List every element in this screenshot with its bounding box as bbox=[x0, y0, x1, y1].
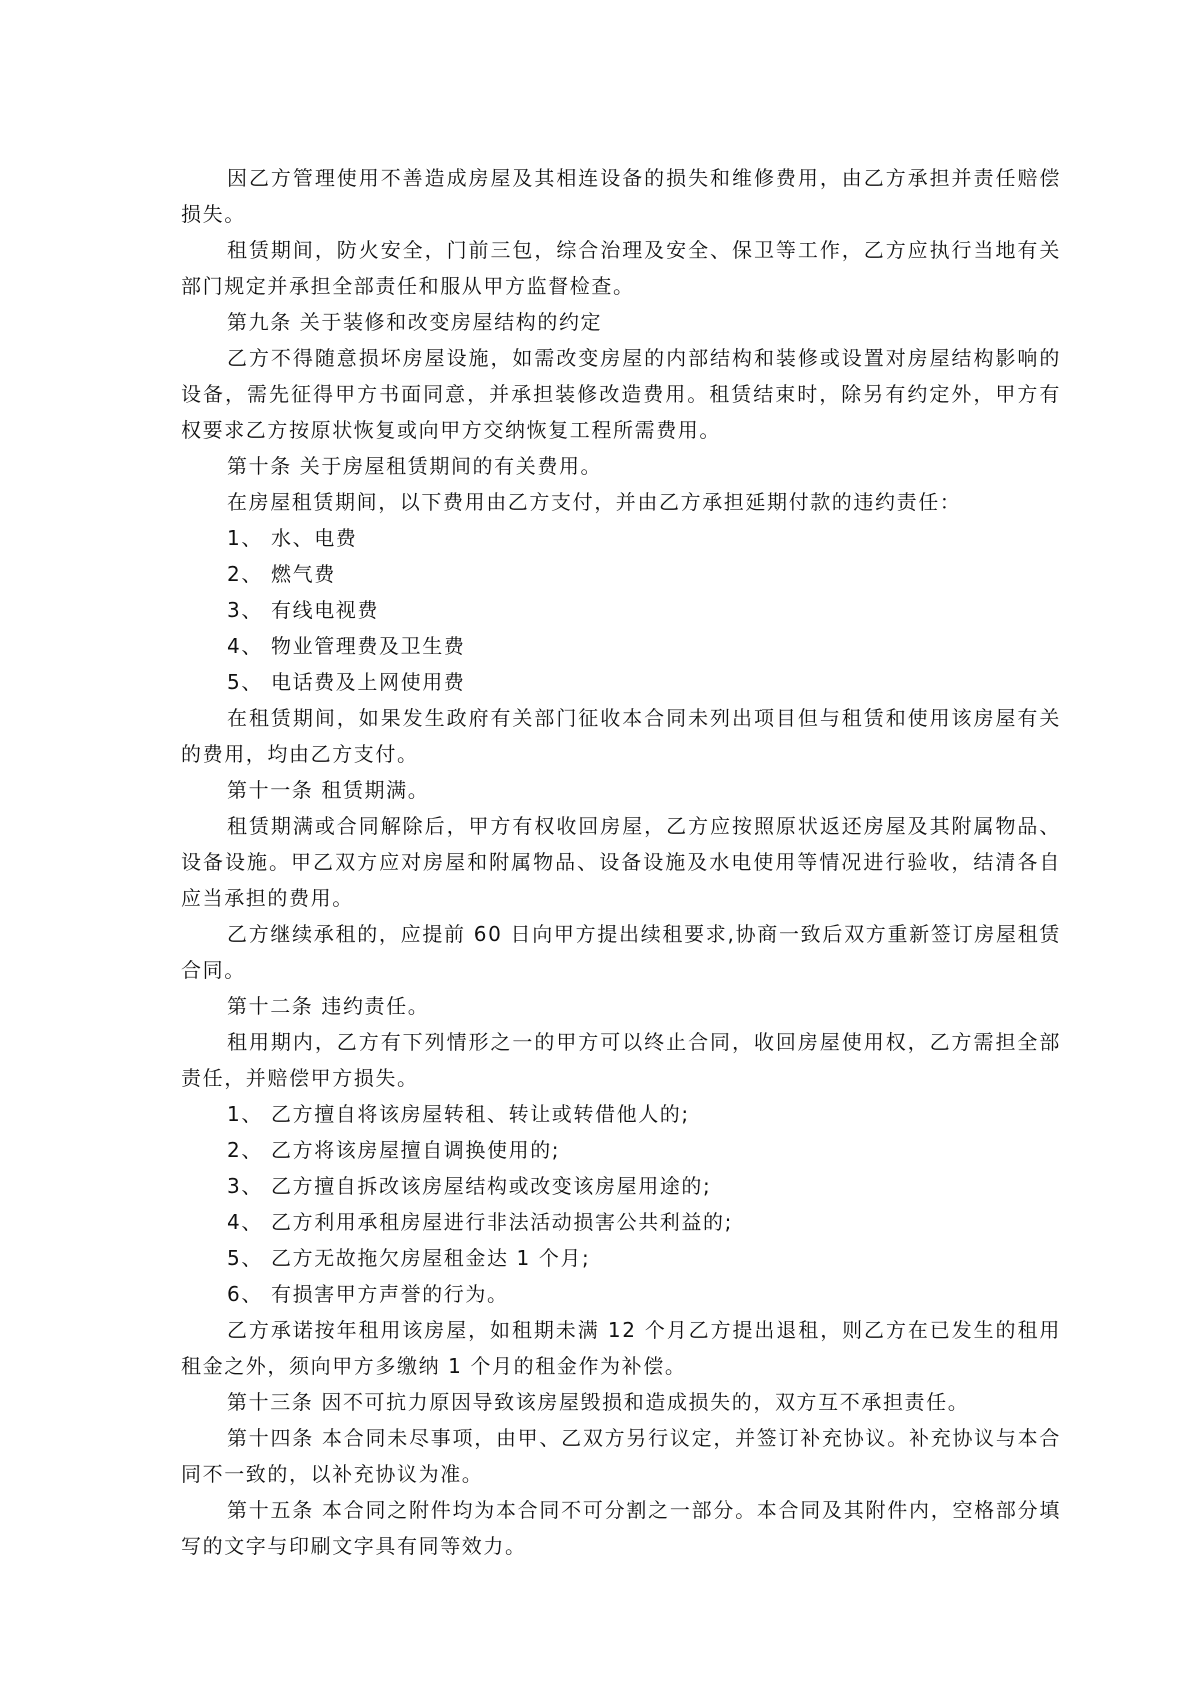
list-item-text: 乙方擅自拆改该房屋结构或改变该房屋用途的; bbox=[271, 1174, 712, 1198]
paragraph: 第九条 关于装修和改变房屋结构的约定 bbox=[227, 310, 603, 334]
paragraph: 在租赁期间，如果发生政府有关部门征收本合同未列出项目但与租赁和使用该房屋有关的费用，均由乙方支付。 bbox=[181, 706, 1061, 766]
list-item-text: 燃气费 bbox=[271, 562, 336, 586]
paragraph: 乙方不得随意损坏房屋设施，如需改变房屋的内部结构和装修或设置对房屋结构影响的设备，需先征得甲方书面同意，并承担装修改造费用。租赁结束时，除另有约定外，甲方有权要求乙方按原状恢复或向甲方交纳恢复工程所需费用。 bbox=[181, 346, 1061, 442]
list-item bbox=[181, 664, 1061, 700]
paragraph: 第十一条 租赁期满。 bbox=[227, 778, 430, 802]
list-item-number: 1、 bbox=[227, 526, 263, 550]
paragraph: 第十二条 违约责任。 bbox=[227, 994, 430, 1018]
list-item-number: 1、 bbox=[227, 1102, 263, 1126]
list-item-text: 水、电费 bbox=[271, 526, 358, 550]
list-item bbox=[181, 1132, 1061, 1168]
list-item-number: 2、 bbox=[227, 1138, 263, 1162]
list-item-text: 有线电视费 bbox=[271, 598, 379, 622]
list-item bbox=[181, 1168, 1061, 1204]
paragraph: 第十三条 因不可抗力原因导致该房屋毁损和造成损失的，双方互不承担责任。 bbox=[227, 1390, 970, 1414]
list-item bbox=[181, 1240, 1061, 1276]
list-item-text: 乙方利用承租房屋进行非法活动损害公共利益的; bbox=[271, 1210, 733, 1234]
paragraph: 乙方承诺按年租用该房屋，如租期未满 12 个月乙方提出退租，则乙方在已发生的租用租金之外，须向甲方多缴纳 1 个月的租金作为补偿。 bbox=[181, 1318, 1061, 1378]
list-item-number: 3、 bbox=[227, 1174, 263, 1198]
paragraph: 第十条 关于房屋租赁期间的有关费用。 bbox=[227, 454, 603, 478]
list-item bbox=[181, 592, 1061, 628]
list-item bbox=[181, 1096, 1061, 1132]
list-item-number: 4、 bbox=[227, 634, 263, 658]
list-item bbox=[181, 628, 1061, 664]
contract-body bbox=[181, 160, 1061, 1564]
paragraph: 租赁期间，防火安全，门前三包，综合治理及安全、保卫等工作，乙方应执行当地有关部门规定并承担全部责任和服从甲方监督检查。 bbox=[181, 238, 1061, 298]
list-item bbox=[181, 1204, 1061, 1240]
paragraph: 在房屋租赁期间，以下费用由乙方支付，并由乙方承担延期付款的违约责任： bbox=[227, 490, 962, 514]
list-item-text: 乙方将该房屋擅自调换使用的; bbox=[271, 1138, 561, 1162]
list-item-number: 4、 bbox=[227, 1210, 263, 1234]
list-item-text: 乙方擅自将该房屋转租、转让或转借他人的; bbox=[271, 1102, 690, 1126]
list-item-number: 2、 bbox=[227, 562, 263, 586]
paragraph: 租用期内，乙方有下列情形之一的甲方可以终止合同，收回房屋使用权，乙方需担全部责任，并赔偿甲方损失。 bbox=[181, 1030, 1061, 1090]
list-item bbox=[181, 1276, 1061, 1312]
list-item-number: 5、 bbox=[227, 1246, 263, 1270]
paragraph: 第十五条 本合同之附件均为本合同不可分割之一部分。本合同及其附件内，空格部分填写的文字与印刷文字具有同等效力。 bbox=[181, 1498, 1061, 1558]
paragraph: 租赁期满或合同解除后，甲方有权收回房屋，乙方应按照原状返还房屋及其附属物品、设备设施。甲乙双方应对房屋和附属物品、设备设施及水电使用等情况进行验收，结清各自应当承担的费用。 bbox=[181, 814, 1061, 910]
list-item-number: 6、 bbox=[227, 1282, 263, 1306]
paragraph: 乙方继续承租的，应提前 60 日向甲方提出续租要求,协商一致后双方重新签订房屋租赁合同。 bbox=[181, 922, 1061, 982]
list-item-text: 乙方无故拖欠房屋租金达 1 个月; bbox=[271, 1246, 591, 1270]
list-item bbox=[181, 520, 1061, 556]
paragraph: 因乙方管理使用不善造成房屋及其相连设备的损失和维修费用，由乙方承担并责任赔偿损失。 bbox=[181, 166, 1061, 226]
list-item-text: 有损害甲方声誉的行为。 bbox=[271, 1282, 509, 1306]
list-item-number: 5、 bbox=[227, 670, 263, 694]
list-item-text: 电话费及上网使用费 bbox=[271, 670, 466, 694]
paragraph: 第十四条 本合同未尽事项，由甲、乙双方另行议定，并签订补充协议。补充协议与本合同不一致的，以补充协议为准。 bbox=[181, 1426, 1061, 1486]
list-item bbox=[181, 556, 1061, 592]
list-item-number: 3、 bbox=[227, 598, 263, 622]
list-item-text: 物业管理费及卫生费 bbox=[271, 634, 466, 658]
